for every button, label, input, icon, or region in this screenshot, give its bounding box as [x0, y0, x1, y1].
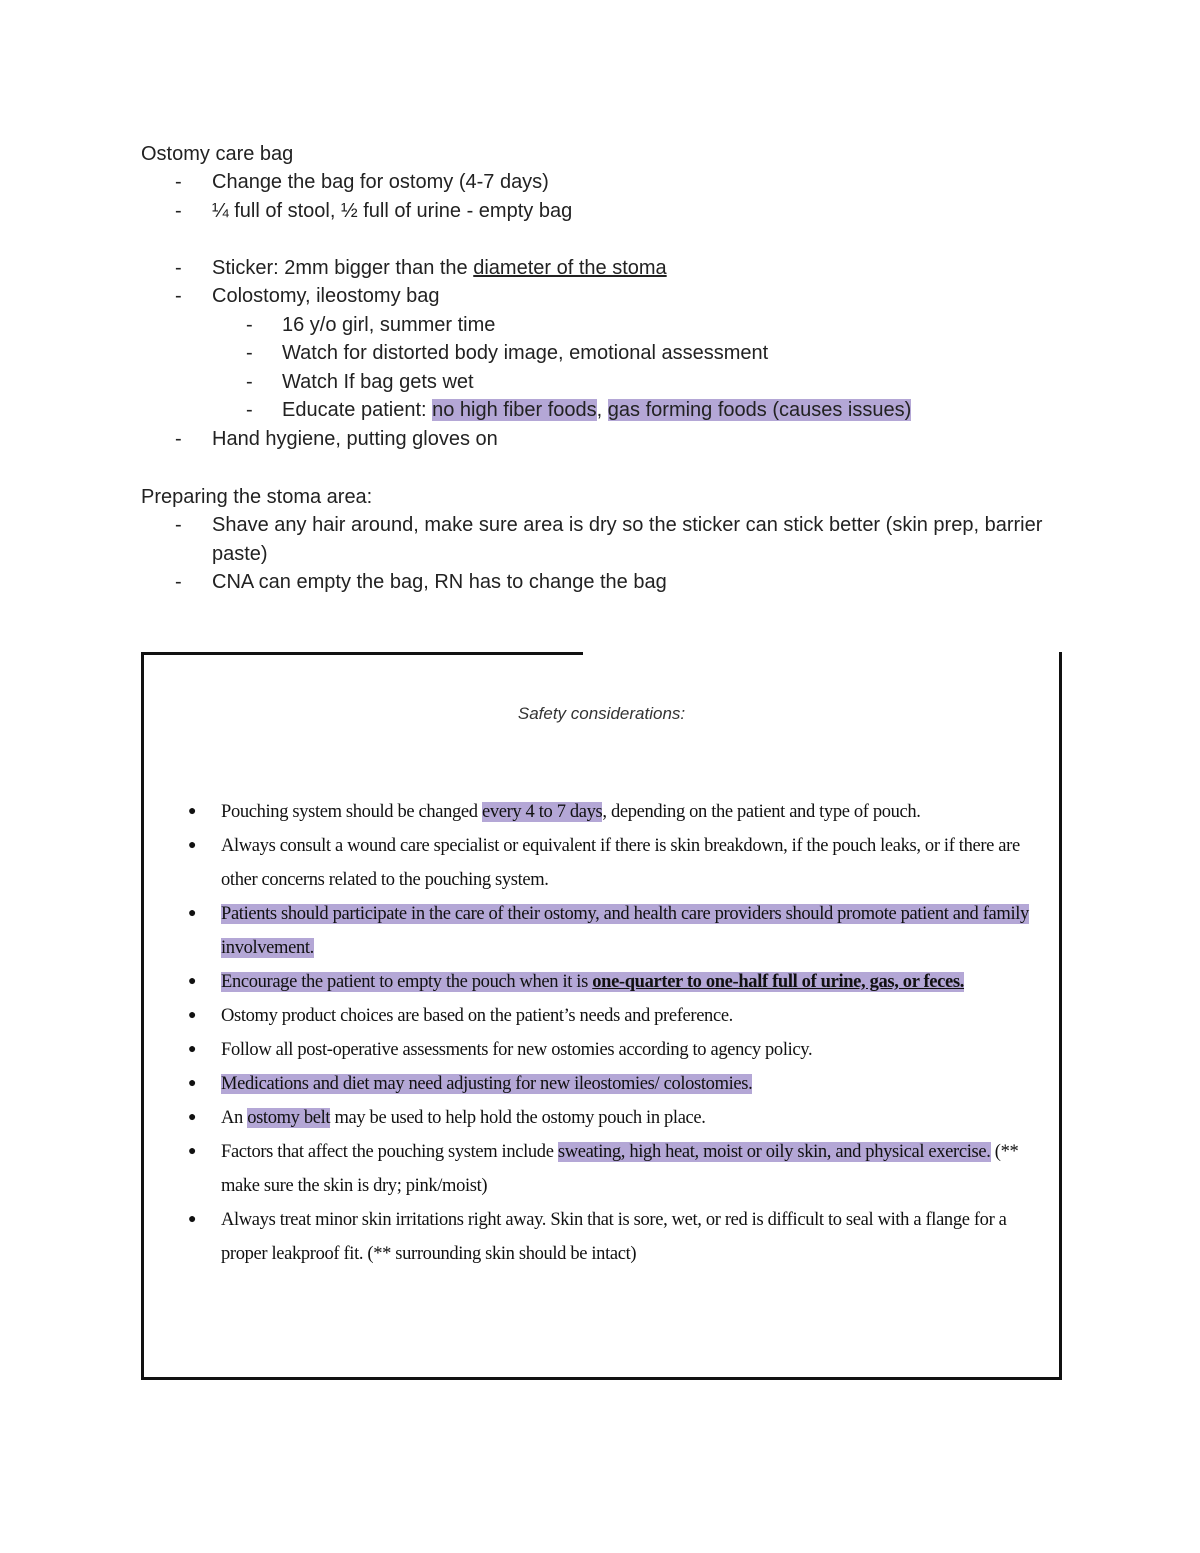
safety-box — [141, 652, 1062, 1380]
highlighted-text: Encourage the patient to empty the pouch when it is one-quarter to one-half full of urine, gas, or feces. — [221, 972, 965, 992]
list-item: ● Ostomy product choices are based on the patient’s needs and preference. — [221, 999, 1056, 1033]
sub-list-item: - Watch If bag gets wet — [246, 370, 474, 393]
safety-list — [188, 795, 1056, 1271]
list-item: ● Always consult a wound care specialist or equivalent if there is skin breakdown, if the pouch leaks, or if there are other concerns related to the pouching system. — [221, 829, 1056, 897]
list-item — [188, 897, 1056, 965]
bullet-icon: ● — [188, 1144, 197, 1159]
safety-title: Safety considerations: — [517, 704, 686, 723]
bullet-icon: ● — [188, 906, 197, 921]
sub-list-item: - 16 y/o girl, summer time — [246, 313, 496, 336]
blank-line — [141, 225, 911, 254]
list-item: ● Always treat minor skin irritations right away. Skin that is sore, wet, or red is difficult to seal with a flange for a proper leakproof fit. (** surrounding skin should be intact) — [221, 1203, 1056, 1271]
highlighted-text: sweating, high heat, moist or oily skin, and physical exercise. — [557, 1142, 991, 1162]
list-item: - Shave any hair around, make sure area is dry so the sticker can stick better (skin prep, barrier paste) — [175, 514, 1043, 565]
section-heading: Preparing the stoma area: — [141, 486, 373, 508]
list-item: ● Factors that affect the pouching system include sweating, high heat, moist or oily skin, and physical exercise. (** make sure the skin is dry; pink/moist) — [221, 1135, 1056, 1203]
highlighted-text: ostomy belt — [247, 1108, 331, 1128]
section-ostomy-care — [141, 140, 911, 453]
box-border-right — [1059, 652, 1062, 1380]
list-item: ● Follow all post-operative assessments for new ostomies according to agency policy. — [221, 1033, 1056, 1067]
list-item: - ¼ full of stool, ½ full of urine - empty bag — [175, 199, 573, 222]
list-item — [188, 1067, 1056, 1101]
box-border-bottom — [141, 1377, 1062, 1380]
underlined-text: diameter of the stoma — [473, 256, 667, 279]
bullet-icon: ● — [188, 1008, 197, 1023]
sub-list-item: - Watch for distorted body image, emotional assessment — [246, 342, 769, 364]
section-heading: Ostomy care bag — [141, 143, 294, 165]
list-item — [188, 965, 1056, 999]
box-border-left — [141, 652, 144, 1380]
list-item: - Change the bag for ostomy (4-7 days) — [175, 171, 549, 193]
list-item: ● Pouching system should be changed every 4 to 7 days, depending on the patient and type of pouch. — [221, 795, 1056, 829]
highlighted-text: Patients should participate in the care of their ostomy, and health care providers should promote patient and family involvement. — [221, 904, 1029, 958]
bullet-icon: ● — [188, 1212, 197, 1227]
highlighted-text: no high fiber foods — [432, 399, 597, 421]
highlighted-text: every 4 to 7 days — [481, 802, 603, 822]
list-item: - CNA can empty the bag, RN has to change the bag — [175, 571, 667, 593]
list-item: - Colostomy, ileostomy bag - 16 y/o girl, summer time - Watch for distorted body image, emotional assessment - Watch If bag gets wet - Educate patient: no high fiber foods, gas forming foods (causes issues) — [141, 282, 911, 425]
bullet-icon: ● — [188, 1110, 197, 1125]
bullet-icon: ● — [188, 974, 197, 989]
bold-underlined-text: one-quarter to one-half full of urine, gas, or feces. — [592, 972, 965, 992]
section-preparing-stoma — [141, 483, 1081, 597]
bullet-icon: ● — [188, 804, 197, 819]
bullet-icon: ● — [188, 1076, 197, 1091]
sub-list-item: - Educate patient: no high fiber foods, gas forming foods (causes issues) — [246, 399, 912, 421]
highlighted-text: gas forming foods (causes issues) — [607, 399, 912, 421]
highlighted-text: Medications and diet may need adjusting for new ileostomies/ colostomies. — [221, 1074, 753, 1094]
list-item: ● An ostomy belt may be used to help hold the ostomy pouch in place. — [221, 1101, 1056, 1135]
list-item: - Hand hygiene, putting gloves on — [175, 427, 498, 450]
box-border-top — [141, 652, 583, 655]
list-item: - Sticker: 2mm bigger than the diameter of the stoma — [175, 256, 667, 279]
bullet-icon: ● — [188, 1042, 197, 1057]
bullet-icon: ● — [188, 838, 197, 853]
